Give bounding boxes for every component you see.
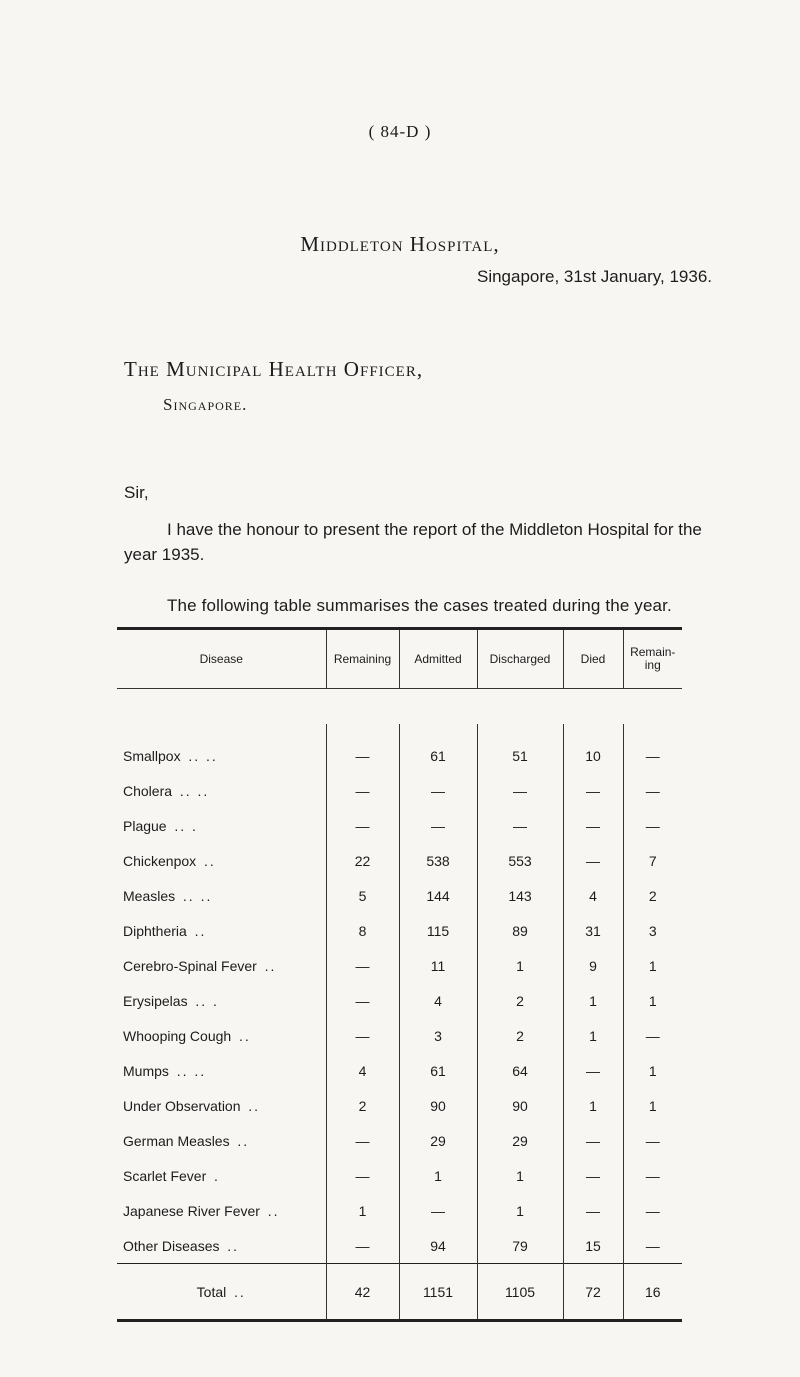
leader-dots: .. [194,922,207,939]
cell-remaining-end: — [623,808,682,843]
disease-name: Chickenpox [123,852,197,869]
cell-remaining-end: 7 [623,843,682,878]
cell-remaining: 2 [326,1088,399,1123]
table-intro-paragraph: The following table summarises the cases treated during the year. [167,596,672,615]
total-label-cell [117,1264,326,1320]
header-separator-cell [117,689,682,725]
cell-admitted: 538 [399,843,477,878]
cell-admitted: 3 [399,1018,477,1053]
cell-admitted: 144 [399,878,477,913]
cell-remaining: — [326,983,399,1018]
cell-remaining: — [326,948,399,983]
header-remaining: Remaining [326,630,399,689]
disease-name: Smallpox [123,747,181,764]
leader-dots: .. [227,1237,240,1254]
table-row [117,878,682,913]
cell-remaining: — [326,1123,399,1158]
disease-cell [117,1123,326,1158]
header-died: Died [563,630,623,689]
cell-discharged: 1 [477,1193,563,1228]
cell-remaining-end: — [623,1193,682,1228]
cell-remaining: 42 [326,1264,399,1320]
disease-cell [117,808,326,843]
cell-admitted: 29 [399,1123,477,1158]
table-bottom-rule [117,1319,682,1322]
table-row [117,724,682,773]
cell-died: 4 [563,878,623,913]
disease-cell [117,1053,326,1088]
disease-cell [117,1228,326,1264]
table-row [117,1018,682,1053]
cell-admitted: 94 [399,1228,477,1264]
cell-died: — [563,808,623,843]
cell-admitted: — [399,1193,477,1228]
table-row [117,773,682,808]
header-admitted: Admitted [399,630,477,689]
header-remaining-end: Remain- ing [623,630,682,689]
leader-dots: .. .. [182,887,213,904]
cell-died: — [563,1053,623,1088]
cell-discharged: 2 [477,1018,563,1053]
dateline: Singapore, 31st January, 1936. [476,267,712,286]
disease-name: Mumps [123,1062,169,1079]
cell-remaining-end: — [623,1123,682,1158]
cell-died: — [563,1193,623,1228]
cell-discharged: 64 [477,1053,563,1088]
cell-remaining-end: 1 [623,1053,682,1088]
addressee-city: Singapore. [163,395,248,414]
leader-dots: .. [237,1132,250,1149]
cell-remaining-end: 1 [623,983,682,1018]
cell-remaining: 5 [326,878,399,913]
disease-cell [117,913,326,948]
cell-died: 1 [563,1018,623,1053]
page-number: ( 84-D ) [368,122,432,141]
cell-died: 15 [563,1228,623,1264]
cell-remaining: — [326,1018,399,1053]
disease-cell [117,878,326,913]
table-row [117,1158,682,1193]
cell-discharged: 1 [477,948,563,983]
table-row [117,808,682,843]
cell-died: 31 [563,913,623,948]
cell-died: 72 [563,1264,623,1320]
cell-died: — [563,1123,623,1158]
table-row [117,1053,682,1088]
cell-remaining: 8 [326,913,399,948]
disease-cell [117,948,326,983]
cell-remaining: — [326,1158,399,1193]
leader-dots: .. .. [179,782,210,799]
cell-discharged: 90 [477,1088,563,1123]
cell-discharged: 29 [477,1123,563,1158]
table-row [117,913,682,948]
disease-name: Whooping Cough [123,1027,232,1044]
cell-remaining: — [326,808,399,843]
leader-dots: .. . [195,992,219,1009]
disease-cell [117,1193,326,1228]
table-header-row [117,630,682,689]
leader-dots: . [214,1167,220,1184]
disease-name: Japanese River Fever [123,1202,260,1219]
total-row [117,1264,682,1320]
disease-name: Cerebro-Spinal Fever [123,957,257,974]
cell-remaining-end: — [623,773,682,808]
header-separator [117,689,682,725]
cell-remaining-end: 16 [623,1264,682,1320]
table-row [117,1088,682,1123]
disease-name: Other Diseases [123,1237,220,1254]
table-row [117,948,682,983]
cell-remaining-end: — [623,1158,682,1193]
cell-died: 1 [563,983,623,1018]
cell-admitted: 61 [399,1053,477,1088]
cell-discharged: 51 [477,724,563,773]
cell-died: 9 [563,948,623,983]
hospital-title: Middleton Hospital, [300,232,500,256]
disease-name: Plague [123,817,167,834]
disease-cell [117,1158,326,1193]
disease-name: Scarlet Fever [123,1167,207,1184]
cell-died: — [563,773,623,808]
table-row [117,983,682,1018]
cell-died: 1 [563,1088,623,1123]
disease-name: Measles [123,887,176,904]
cases-table [117,630,682,1319]
header-disease: Disease [199,651,243,666]
header-discharged: Discharged [477,630,563,689]
cell-admitted: 1151 [399,1264,477,1320]
disease-cell [117,1088,326,1123]
table-row [117,843,682,878]
cell-remaining: — [326,773,399,808]
leader-dots: .. [238,1027,251,1044]
cell-remaining-end: — [623,1228,682,1264]
cell-discharged: 1105 [477,1264,563,1320]
cell-remaining: 1 [326,1193,399,1228]
disease-name: Diphtheria [123,922,187,939]
cell-remaining-end: — [623,1018,682,1053]
total-label: Total [196,1283,227,1300]
disease-name: Erysipelas [123,992,188,1009]
cell-admitted: 115 [399,913,477,948]
cell-admitted: 1 [399,1158,477,1193]
cell-discharged: 1 [477,1158,563,1193]
cell-remaining-end: 2 [623,878,682,913]
leader-dots: .. [267,1202,280,1219]
cell-admitted: 4 [399,983,477,1018]
cell-remaining: 4 [326,1053,399,1088]
disease-cell [117,1018,326,1053]
leader-dots: .. [264,957,277,974]
cell-admitted: 61 [399,724,477,773]
table-row [117,1193,682,1228]
salutation: Sir, [124,483,149,502]
cases-table-container [117,627,682,1322]
cell-died: 10 [563,724,623,773]
cell-discharged: 2 [477,983,563,1018]
disease-cell [117,843,326,878]
cell-remaining-end: 3 [623,913,682,948]
cell-discharged: — [477,773,563,808]
cell-remaining: — [326,1228,399,1264]
disease-cell [117,724,326,773]
disease-name: Under Observation [123,1097,241,1114]
cell-died: — [563,1158,623,1193]
cell-remaining: 22 [326,843,399,878]
leader-dots: .. .. [176,1062,207,1079]
cell-remaining-end: 1 [623,1088,682,1123]
leader-dots: .. [234,1283,246,1300]
disease-cell [117,773,326,808]
cell-remaining: — [326,724,399,773]
table-row [117,1228,682,1264]
table-row [117,1123,682,1158]
cell-discharged: — [477,808,563,843]
disease-cell [117,983,326,1018]
cell-remaining-end: 1 [623,948,682,983]
cell-admitted: 11 [399,948,477,983]
disease-name: German Measles [123,1132,230,1149]
cell-discharged: 143 [477,878,563,913]
leader-dots: .. [203,852,216,869]
cell-discharged: 553 [477,843,563,878]
leader-dots: .. . [174,817,198,834]
intro-paragraph: I have the honour to present the report of the Middleton Hospital for the year 1935. [124,520,702,564]
cell-admitted: — [399,773,477,808]
cell-admitted: — [399,808,477,843]
leader-dots: .. [248,1097,261,1114]
addressee: The Municipal Health Officer, [124,357,424,381]
cell-discharged: 79 [477,1228,563,1264]
cell-died: — [563,843,623,878]
disease-name: Cholera [123,782,173,799]
cases-table-body [117,724,682,1319]
leader-dots: .. .. [188,747,218,764]
cell-discharged: 89 [477,913,563,948]
cell-remaining-end: — [623,724,682,773]
cell-admitted: 90 [399,1088,477,1123]
